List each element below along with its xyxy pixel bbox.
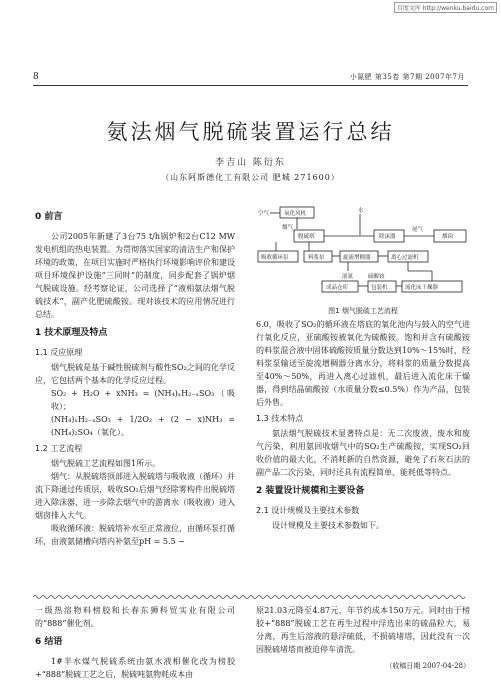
label-chimney: 烟囱 bbox=[442, 234, 454, 240]
conclusion-paragraph: 1#半水煤气脱硫系统由氨水液相催化改为榜胶+“888”脱硫工艺之后，脱硫吨氨物耗成本由 bbox=[35, 657, 235, 679]
oxidation-paragraph: 6.0，吸收了SO₂的循环液在塔底的氧化池内与鼓入的空气进行氧化反应，亚硫酸铵被氧化为硫酸铵。饱和并含有硫酸铵的料浆混合液中固体硫酸铵质量分数达到10%～15%时，经料浆泵输送至旋流增稠器分离水分，将料浆的质量分数提高至40%～50%，再进入离心过滤机，最后进入流化床干燥器，得到结晶硫酸铵（水质量分数≤0.5%）作为产品，包装后外售。 bbox=[256, 320, 470, 407]
label-packing: 包装机 bbox=[371, 285, 388, 291]
label-cyclone: 旋流增稠器 bbox=[343, 255, 371, 261]
section-0-heading: 0 前言 bbox=[35, 212, 63, 222]
received-date: （收稿日期 2007-04-28） bbox=[385, 662, 470, 670]
section-2-1-heading: 2.1 设计规模及主要技术参数 bbox=[256, 506, 360, 515]
process-intro: 烟气脱硫工艺流程如图1所示。 bbox=[51, 459, 161, 468]
equation-absorption: SO₂ + H₂O + xNH₃ = (NH₄)ₓH₂₋ₓSO₃（吸收）； bbox=[51, 389, 235, 411]
label-desulf-tower: 脱硫塔 bbox=[298, 234, 315, 240]
equation-oxidation: (NH₄)ₓH₂₋ₓSO₃ + 1/2O₂ + (2 − x)NH₃ = (NH₄)₂SO₄（氧化）。 bbox=[51, 415, 235, 437]
section-1-3-heading: 1.3 技术特点 bbox=[256, 414, 304, 423]
authors: 李吉山 陈衍东 bbox=[215, 158, 286, 168]
figure-caption: 图1 烟气脱硫工艺流程 bbox=[328, 307, 398, 315]
process-flow-diagram bbox=[256, 205, 471, 305]
label-tail-gas: 尾气 bbox=[412, 227, 424, 233]
label-ammonium-sulfate: 硫酸铵 bbox=[368, 274, 385, 280]
catalyst-paragraph: 一级热溶物料榜胶和长春东狮科贸实业有限公司的“888”催化剂。 bbox=[35, 606, 235, 628]
watermark: 百度文库 http://wenku.baidu.com bbox=[394, 2, 497, 13]
label-flue-gas: 烟气 bbox=[282, 225, 294, 231]
features-paragraph: 氨法烟气脱硫技术显著特点是：无二次废液、废水和废气污染，利用氨回收烟气中的SO₂生产硫酸铵，实现SO₂回收价值的最大化，不消耗新的自然资源，避免了石灰石法的副产品二次污染，同时还具有流程简单、能耗低等特点。 bbox=[256, 429, 470, 477]
label-finished-warehouse: 成品仓库 bbox=[326, 285, 349, 291]
label-circulation-pump: 吸收循环泵 bbox=[261, 255, 289, 261]
affiliation: （山东阿斯德化工有限公司 肥城 271600） bbox=[161, 173, 340, 182]
left-column bbox=[35, 205, 235, 548]
journal-header: 小氮肥 第35卷 第7期 2007年7月 bbox=[349, 73, 465, 81]
design-scale-paragraph: 设计规模及主要技术参数如下。 bbox=[272, 521, 384, 530]
bottom-right-column bbox=[256, 604, 470, 673]
section-1-heading: 1 技术原理及特点 bbox=[35, 328, 108, 338]
circulation-paragraph: 吸收循环液：脱硫塔补水至正常液位，由循环泵打循环，由液氨储槽向塔内补氨至pH = 5.5 ~ bbox=[35, 524, 235, 546]
flue-gas-paragraph: 烟气：从脱硫塔顶部进入脱硫塔与吸收液（循环）并流下降通过传质层，吸收SO₂后烟气经除雾构件出脱硫塔进入除沫器，进一步除去烟气中的游离水（吸收液）进入烟囱排入大气。 bbox=[35, 472, 235, 520]
cost-paragraph: 原21.03元降至4.87元，年节约成本150万元。同时由于榜胶+“888”脱硫工艺在再生过程中浮选出来的硫晶粒大，易分离，再生后溶液的悬浮硫低，不损硫堵塔，因此没有一次因脱硫堵塔而被迫停车清洗。 bbox=[256, 606, 470, 654]
label-demister: 除沫器 bbox=[379, 234, 396, 240]
right-column bbox=[256, 318, 470, 532]
label-oxidation-fan: 氧化风机 bbox=[284, 211, 307, 217]
label-slurry-tank: 料浆泵 bbox=[308, 255, 325, 261]
wavy-divider bbox=[33, 594, 468, 600]
section-1-1-heading: 1.1 反应原理 bbox=[35, 348, 83, 357]
reaction-paragraph: 烟气脱硫是基于碱性脱硫剂与酸性SO₂之间的化学反应，它包括两个基本的化学反应过程。 bbox=[35, 363, 235, 385]
article-title: 氨法烟气脱硫装置运行总结 bbox=[106, 120, 395, 144]
header-rule bbox=[33, 85, 468, 86]
page-number: 8 bbox=[33, 72, 39, 82]
label-dryer: 流化床干燥器 bbox=[405, 285, 439, 291]
label-centrifuge: 离心过滤机 bbox=[391, 255, 419, 261]
section-6-heading: 6 结语 bbox=[35, 637, 63, 647]
label-air: 空气 bbox=[258, 211, 270, 217]
label-ammonia: 液氨 bbox=[342, 274, 354, 280]
section-2-heading: 2 装置设计规模和主要设备 bbox=[256, 486, 365, 496]
section-1-2-heading: 1.2 工艺流程 bbox=[35, 444, 83, 453]
intro-paragraph: 公司2005年新建了3台75 t/h锅炉和2台C12 MW发电机组的热电装置。为贯彻落实国家的清洁生产和保护环境的政策，在项目实施时严格执行环境影响评价和建设项目环境保护设施“三同时”的制度，同步配套了锅炉烟气脱硫设施。经考察论证，公司选择了“液相氨法烟气脱硫技术”，副产化肥硫酸铵。现对该技术的应用情况进行总结。 bbox=[35, 232, 235, 319]
bottom-left-column bbox=[35, 604, 235, 681]
label-water: 水 bbox=[358, 208, 364, 214]
